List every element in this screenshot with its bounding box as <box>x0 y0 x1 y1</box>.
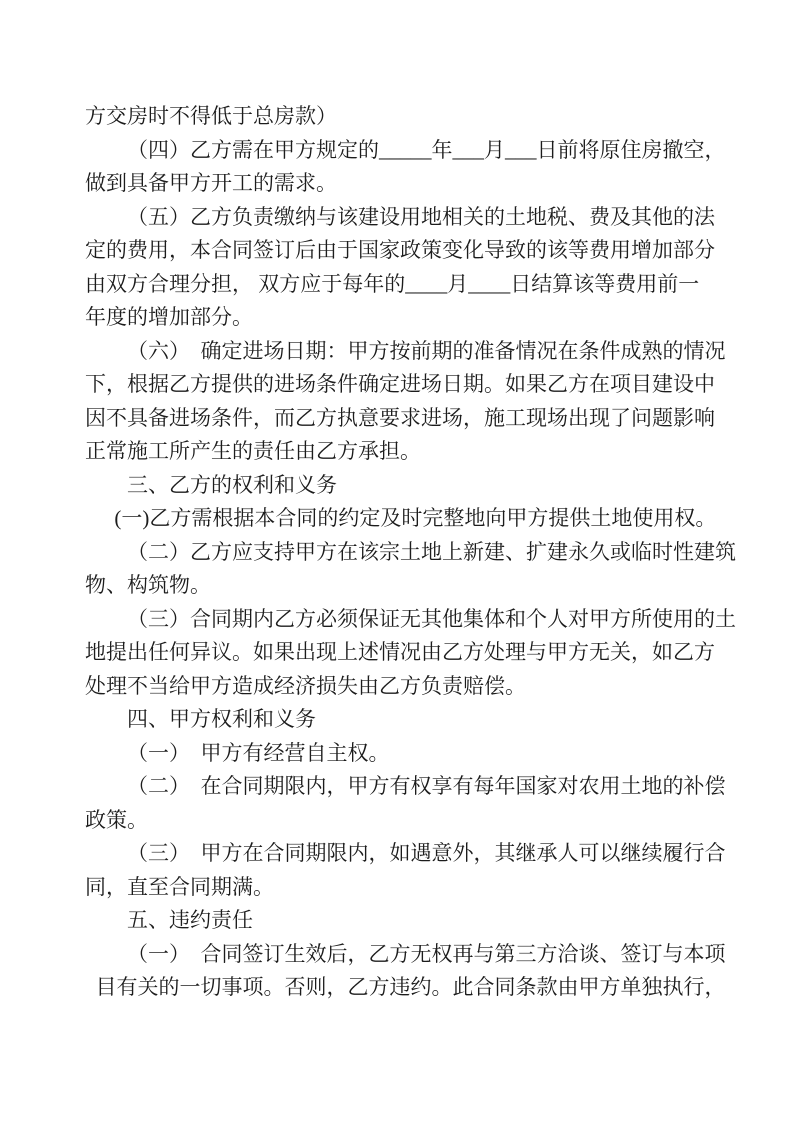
text-line: （一） 甲方有经营自主权。 <box>127 740 390 765</box>
text-line: （五）乙方负责缴纳与该建设用地相关的土地税、费及其他的法 <box>127 204 715 229</box>
text-line: 五、违约责任 <box>127 908 253 932</box>
document-body <box>85 100 736 1005</box>
text-line: （三）合同期内乙方必须保证无其他集体和个人对甲方所使用的土 <box>127 606 736 631</box>
text-line: （三） 甲方在合同期限内，如遇意外，其继承人可以继续履行合 <box>127 841 726 865</box>
text-line: （一） 合同签订生效后，乙方无权再与第三方洽谈、签订与本项 <box>127 941 726 966</box>
text-line: 正常施工所产生的责任由乙方承担。 <box>85 439 421 463</box>
text-line: 因不具备进场条件，而乙方执意要求进场，施工现场出现了问题影响 <box>85 405 715 430</box>
text-line: 做到具备甲方开工的需求。 <box>85 171 337 195</box>
text-line: 物、构筑物。 <box>85 573 211 597</box>
text-line: （六） 确定进场日期：甲方按前期的准备情况在条件成熟的情况 <box>127 338 726 363</box>
text-line: 处理不当给甲方造成经济损失由乙方负责赔偿。 <box>85 673 526 698</box>
text-line: 政策。 <box>85 807 148 832</box>
text-line: 地提出任何异议。如果出现上述情况由乙方处理与甲方无关，如乙方 <box>85 640 715 664</box>
text-line: 四、甲方权利和义务 <box>127 707 316 731</box>
text-line: （二） 在合同期限内，甲方有权享有每年国家对农用土地的补偿 <box>127 774 726 798</box>
text-line: 方交房时不得低于总房款） <box>85 104 337 128</box>
text-line: 年度的增加部分。 <box>85 305 253 329</box>
text-line: 目有关的一切事项。否则，乙方违约。此合同条款由甲方单独执行， <box>95 975 726 999</box>
text-line: 由双方合理分担， 双方应于每年的____月____日结算该等费用前一 <box>85 271 700 296</box>
text-line: 同，直至合同期满。 <box>85 874 274 899</box>
text-line: (一)乙方需根据本合同的约定及时完整地向甲方提供土地使用权。 <box>114 506 717 530</box>
text-line: （二）乙方应支持甲方在该宗土地上新建、扩建永久或临时性建筑 <box>127 539 736 564</box>
text-line: 定的费用，本合同签订后由于国家政策变化导致的该等费用增加部分 <box>85 238 715 262</box>
text-line: 下，根据乙方提供的进场条件确定进场日期。如果乙方在项目建设中 <box>85 372 715 396</box>
text-line: （四）乙方需在甲方规定的_____年___月___日前将原住房撤空， <box>127 137 726 162</box>
text-line: 三、乙方的权利和义务 <box>127 472 337 497</box>
